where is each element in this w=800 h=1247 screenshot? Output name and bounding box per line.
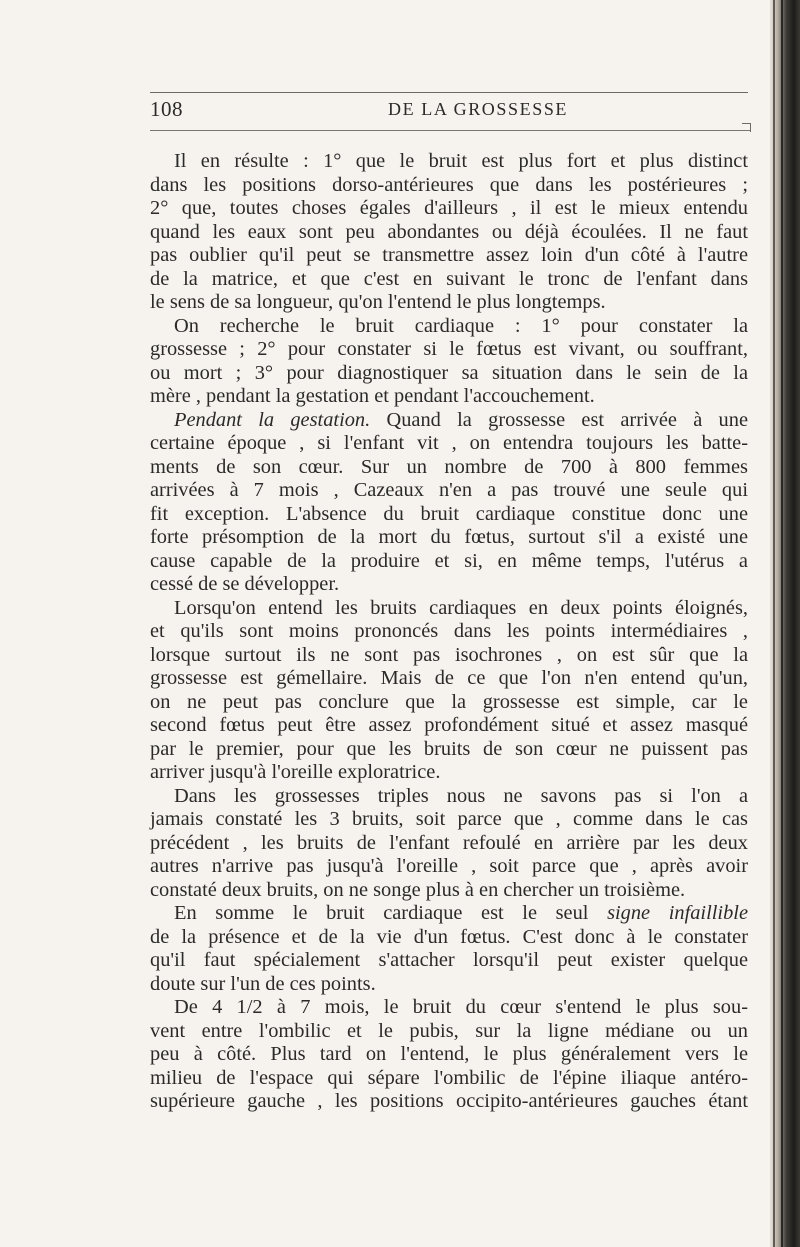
text-line: grossesse ; 2° pour constater si le fœtus est vivant, ou souffrant, <box>150 338 748 360</box>
text-line: précédent , les bruits de l'enfant refoulé en arrière par les deux <box>150 831 748 854</box>
text-line: lorsque surtout ils ne sont pas isochrones , on est sûr que la <box>150 643 748 666</box>
text-line: de la matrice, et que c'est en suivant le tronc de l'enfant dans <box>150 267 748 290</box>
page-edge-line <box>773 0 775 1247</box>
header-rule-bottom <box>150 130 750 131</box>
text-line: on ne peut pas conclure que la grossesse est simple, car le <box>150 690 748 713</box>
text-line: et qu'ils sont moins prononcés dans les points intermédiaires , <box>150 620 748 642</box>
text-line: dans les positions dorso-antérieures que dans les postérieures ; <box>150 173 748 196</box>
text-line: constaté deux bruits, on ne songe plus à en chercher un troisième. <box>150 878 686 901</box>
text-line: 2° que, toutes choses égales d'ailleurs , il est le mieux entendu <box>150 197 748 219</box>
text-line: Dans les grossesses triples nous ne savons pas si l'on a <box>174 784 748 807</box>
text-line: arriver jusqu'à l'oreille exploratrice. <box>150 761 441 783</box>
text-line: cessé de se développer. <box>150 573 340 595</box>
running-title: DE LA GROSSESSE <box>388 99 569 119</box>
text-line: supérieure gauche , les positions occipito-antérieures gauches étant <box>150 1090 748 1112</box>
text-line: certaine époque , si l'enfant vit , on entendra toujours les batte- <box>150 432 748 454</box>
text-line: milieu de l'espace qui sépare l'ombilic de l'épine iliaque antéro- <box>150 1066 748 1089</box>
text-line: quand les eaux sont peu abondantes ou déjà écoulées. Il ne faut <box>150 220 748 243</box>
text-line: Pendant la gestation. Quand la grossesse est arrivée à une <box>174 408 748 431</box>
text-line: de la présence et de la vie d'un fœtus. C'est donc à le constater <box>150 925 748 948</box>
text-line: autres n'arrive pas jusqu'à l'oreille , soit parce que , après avoir <box>150 855 748 877</box>
text-line: ments de son cœur. Sur un nombre de 700 à 800 femmes <box>150 455 748 478</box>
page-number: 108 <box>150 97 183 121</box>
text-line: De 4 1/2 à 7 mois, le bruit du cœur s'entend le plus sou- <box>174 996 748 1018</box>
text-line: par le premier, pour que les bruits de son cœur ne puissent pas <box>150 737 748 760</box>
text-line: mère , pendant la gestation et pendant l'accouchement. <box>150 385 595 407</box>
text-line: jamais constaté les 3 bruits, soit parce que , comme dans le cas <box>150 808 748 830</box>
text-line: second fœtus peut être assez profondément situé et assez masqué <box>150 714 748 736</box>
text-line: doute sur l'un de ces points. <box>150 972 376 995</box>
header-rule-top <box>150 92 748 93</box>
text-line: En somme le bruit cardiaque est le seul signe infaillible <box>174 902 748 924</box>
text-line: qu'il faut spécialement s'attacher lorsqu'il peut exister quelque <box>150 949 748 971</box>
text-line: le sens de sa longueur, qu'on l'entend le plus longtemps. <box>150 291 606 313</box>
text-line: fit exception. L'absence du bruit cardiaque constitue donc une <box>150 502 748 525</box>
text-line: cause capable de la produire et si, en même temps, l'utérus a <box>150 549 748 572</box>
corner-mark <box>742 123 751 132</box>
text-line: arrivées à 7 mois , Cazeaux n'en a pas trouvé une seule qui <box>150 479 748 501</box>
text-line: vent entre l'ombilic et le pubis, sur la ligne médiane ou un <box>150 1019 748 1042</box>
page-edge-line <box>781 0 783 1247</box>
text-line: ou mort ; 3° pour diagnostiquer sa situation dans le sein de la <box>150 361 748 384</box>
text-line: forte présomption de la mort du fœtus, surtout s'il a existé une <box>150 526 748 548</box>
text-line: pas oublier qu'il peut se transmettre assez loin d'un côté à l'autre <box>150 244 748 266</box>
text-line: On recherche le bruit cardiaque : 1° pour constater la <box>174 314 748 337</box>
body-text <box>150 150 748 1114</box>
page-header <box>150 97 748 133</box>
text-line: peu à côté. Plus tard on l'entend, le plus généralement vers le <box>150 1043 748 1065</box>
text-line: grossesse est gémellaire. Mais de ce que l'on n'en entend qu'un, <box>150 667 748 689</box>
text-line: Lorsqu'on entend les bruits cardiaques en deux points éloignés, <box>174 596 748 619</box>
text-line: Il en résulte : 1° que le bruit est plus fort et plus distinct <box>174 150 748 172</box>
